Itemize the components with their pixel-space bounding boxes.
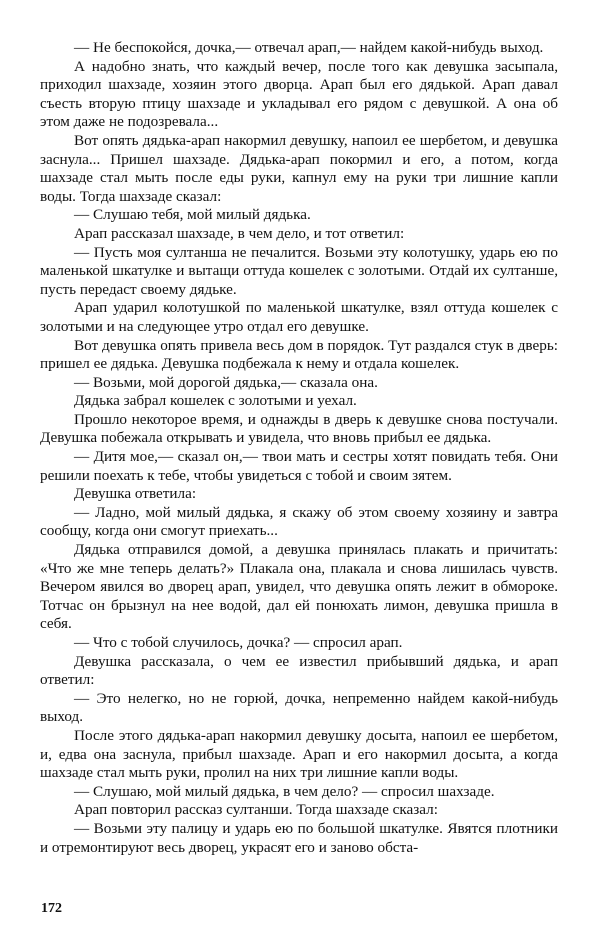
paragraph: — Слушаю, мой милый дядька, в чем дело? — спросил шахзаде. — [74, 782, 495, 800]
paragraph: Девушка рассказала, о чем ее известил прибывший дядька, и арап ответил: — [40, 652, 558, 689]
page-number: 172 — [41, 901, 62, 916]
paragraph: — Это нелегко, но не горюй, дочка, непременно найдем какой-нибудь выход. — [40, 689, 558, 726]
paragraph: — Возьми эту палицу и ударь ею по большой шкатулке. Явятся плотники и отремонтируют весь дворец, украсят его и заново обста- — [40, 819, 558, 856]
paragraph: — Что с тобой случилось, дочка? — спросил арап. — [74, 634, 403, 651]
paragraph: А надобно знать, что каждый вечер, после того как девушка засыпала, приходил шахзаде, хозяин этого дворца. Арап был его дядькой. Арап давал съесть вторую птицу шахзаде и укладывал его рядом с девушкой. А она об этом даже не подозревала... — [40, 57, 558, 131]
paragraph: После этого дядька-арап накормил девушку досыта, напоил ее шербетом, и, едва она заснула, прибыл шахзаде. Арап и его накормил досыта, а когда шахзаде стал мыть руки, пролил на них три лишние капли воды. — [40, 726, 558, 782]
paragraph: — Слушаю тебя, мой милый дядька. — [74, 206, 311, 224]
paragraph: Вот девушка опять привела весь дом в порядок. Тут раздался стук в дверь: пришел ее дядька. Девушка подбежала к нему и отдала кошелек. — [40, 336, 558, 373]
paragraph: — Дитя мое,— сказал он,— твои мать и сестры хотят повидать тебя. Они решили поехать к тебе, чтобы увидеться с тобой и своим зятем. — [40, 448, 558, 484]
paragraph: Вот опять дядька-арап накормил девушку, напоил ее шербетом, и девушка заснула... Пришел шахзаде. Дядька-арап покормил и его, а потом, когда шахзаде стал мыть после еды руки, капнул ему на руки три лишние капли воды. Тогда шахзаде сказал: — [40, 131, 558, 205]
paragraph: Арап ударил колотушкой по маленькой шкатулке, взял оттуда кошелек с золотыми и на следующее утро отдал его девушке. — [40, 299, 558, 335]
paragraph: Арап повторил рассказ султанши. Тогда шахзаде сказал: — [74, 801, 438, 819]
paragraph: — Возьми, мой дорогой дядька,— сказала она. — [74, 373, 378, 391]
paragraph: — Пусть моя султанша не печалится. Возьми эту колотушку, ударь ею по маленькой шкатулке и вытащи оттуда кошелек с золотыми. Отдай их султанше, пусть передаст своему дядьке. — [40, 243, 558, 298]
paragraph: Дядька забрал кошелек с золотыми и уехал. — [74, 392, 357, 410]
paragraph: Прошло некоторое время, и однажды в дверь к девушке снова постучали. Девушка побежала открывать и увидела, что вновь прибыл ее дядька. — [40, 410, 558, 447]
paragraph: — Не беспокойся, дочка,— отвечал арап,— найдем какой-нибудь выход. — [74, 39, 544, 56]
paragraph: Девушка ответила: — [74, 485, 197, 503]
paragraph: — Ладно, мой милый дядька, я скажу об этом своему хозяину и завтра сообщу, когда они смогут приехать... — [40, 503, 558, 540]
page-text — [40, 39, 558, 857]
paragraph: Дядька отправился домой, а девушка принялась плакать и причитать: «Что же мне теперь делать?» Плакала она, плакала и снова лишилась чувств. Вечером явился во дворец арап, увидел, что девушка опять лежит в обмороке. Тотчас он брызнул на нее водой, дал ей понюхать лимон, девушка пришла в себя. — [40, 541, 558, 633]
paragraph: Арап рассказал шахзаде, в чем дело, и тот ответил: — [74, 224, 405, 242]
